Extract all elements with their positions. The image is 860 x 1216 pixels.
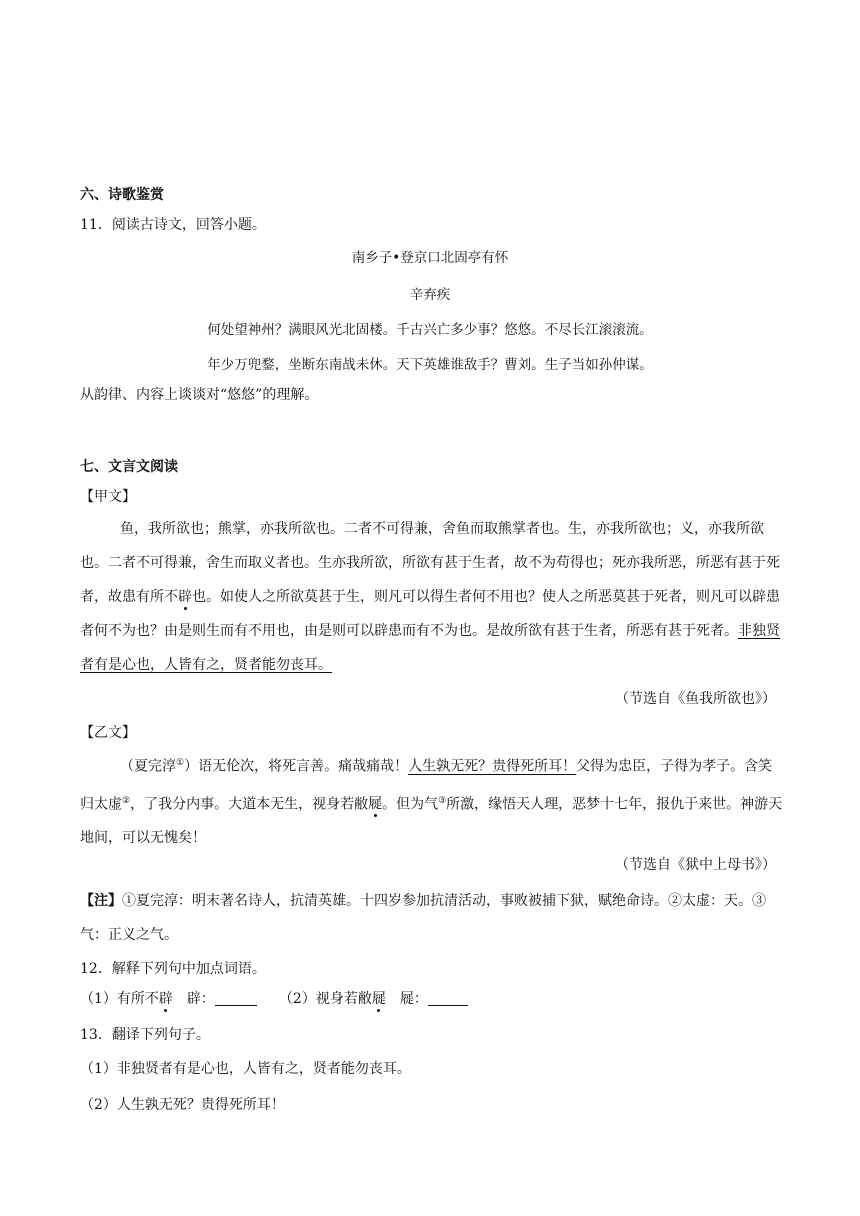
note-label: 【注】 [80, 893, 122, 909]
yi-source: （节选自《狱中上母书》） [615, 857, 776, 873]
q12-2-answer-blank[interactable] [428, 991, 468, 1006]
note-text: ①夏完淳：明末著名诗人，抗清英雄。十四岁参加抗清活动，事败被捕下狱，赋绝命诗。②太虚：天。③气：正义之气。 [80, 893, 766, 943]
yi-text-6: 所激，缘悟天人理，恶梦十七年，报仇于来世。神游天地间，可以无愧矣！ [80, 796, 783, 847]
jia-source: （节选自《鱼我所欲也》） [615, 691, 776, 707]
notes [80, 884, 784, 952]
q12-1-text: （1）有所不 [80, 991, 159, 1007]
question-13-2: （2）人生孰无死？贵得死所耳！ [80, 1097, 285, 1113]
question-11: 11．阅读古诗文，回答小题。 [80, 217, 266, 233]
yi-passage [80, 746, 784, 855]
jia-passage [80, 512, 784, 682]
q12-2-dotted-char: 屣 [371, 991, 386, 1007]
jia-text-2: 也。如使人之所欲莫甚于生，则凡可以得生者何不用也？使人之所恶莫甚于死者，则凡可以辟患者何不为也？由是则生而有不用也，由是则可以辟患而有不为也。是故所欲有甚于生者，所恶有甚于死者。 [80, 589, 780, 639]
footnote-mark-3: ③ [438, 795, 447, 806]
q12-1-prompt: 辟： [172, 991, 215, 1007]
q12-2-prompt: 屣： [385, 991, 428, 1007]
poem-title: 南乡子•登京口北固亭有怀 [351, 250, 509, 266]
question-13-1: （1）非独贤者有是心也，人皆有之，贤者能勿丧耳。 [80, 1061, 411, 1077]
q12-2-text: （2）视身若敝 [278, 991, 372, 1007]
jia-text-1: 鱼，我所欲也；熊掌，亦我所欲也。二者不可得兼，舍鱼而取熊掌者也。生，亦我所欲也；义，亦我所欲也。二者不可得兼，舍生而取义者也。生亦我所欲，所欲有甚于生者，故不为苟得也；死亦我所恶，所恶有甚于死者，故患有所不 [80, 521, 780, 605]
yi-text-1: （夏完淳 [120, 758, 176, 775]
yi-underlined-sentence: 人生孰无死？贵得死所耳！ [408, 758, 577, 775]
dotted-char-xi: 屣 [368, 796, 383, 813]
question-13: 13．翻译下列句子。 [80, 1027, 210, 1043]
poem-author: 辛弃疾 [409, 287, 451, 303]
question-12-items [80, 988, 468, 1008]
footnote-mark-1: ① [176, 758, 185, 768]
yi-label: 【乙文】 [80, 725, 136, 741]
poem-question: 从韵律、内容上谈谈对“悠悠”的理解。 [80, 387, 319, 403]
q12-1-dotted-char: 辟 [158, 991, 173, 1007]
yi-text-4: ，了我分内事。大道本无生，视身若敝 [130, 796, 369, 813]
section-heading-poetry: 六、诗歌鉴赏 [80, 187, 164, 203]
poem-line-2: 年少万兜鍪，坐断东南战未休。天下英雄谁敌手？曹刘。生子当如孙仲谋。 [207, 357, 653, 373]
yi-text-3: 父得为忠臣，子得为孝子。含笑归太虚 [80, 758, 773, 813]
q12-1-answer-blank[interactable] [215, 991, 257, 1006]
poem-line-1: 何处望神州？满眼风光北固楼。千古兴亡多少事？悠悠。不尽长江滚滚流。 [207, 322, 653, 338]
footnote-mark-2: ② [122, 795, 131, 806]
question-12: 12．解释下列句中加点词语。 [80, 961, 266, 977]
section-heading-classical: 七、文言文阅读 [80, 459, 178, 475]
jia-label: 【甲文】 [80, 489, 136, 505]
dotted-char-bi: 辟 [178, 589, 192, 605]
yi-text-5: 。但为气 [382, 796, 439, 813]
yi-text-2: ）语无伦次，将死言善。痛哉痛哉！ [184, 758, 409, 775]
jia-underlined-sentence: 非独贤者有是心也，人皆有之，贤者能勿丧耳。 [80, 623, 780, 673]
